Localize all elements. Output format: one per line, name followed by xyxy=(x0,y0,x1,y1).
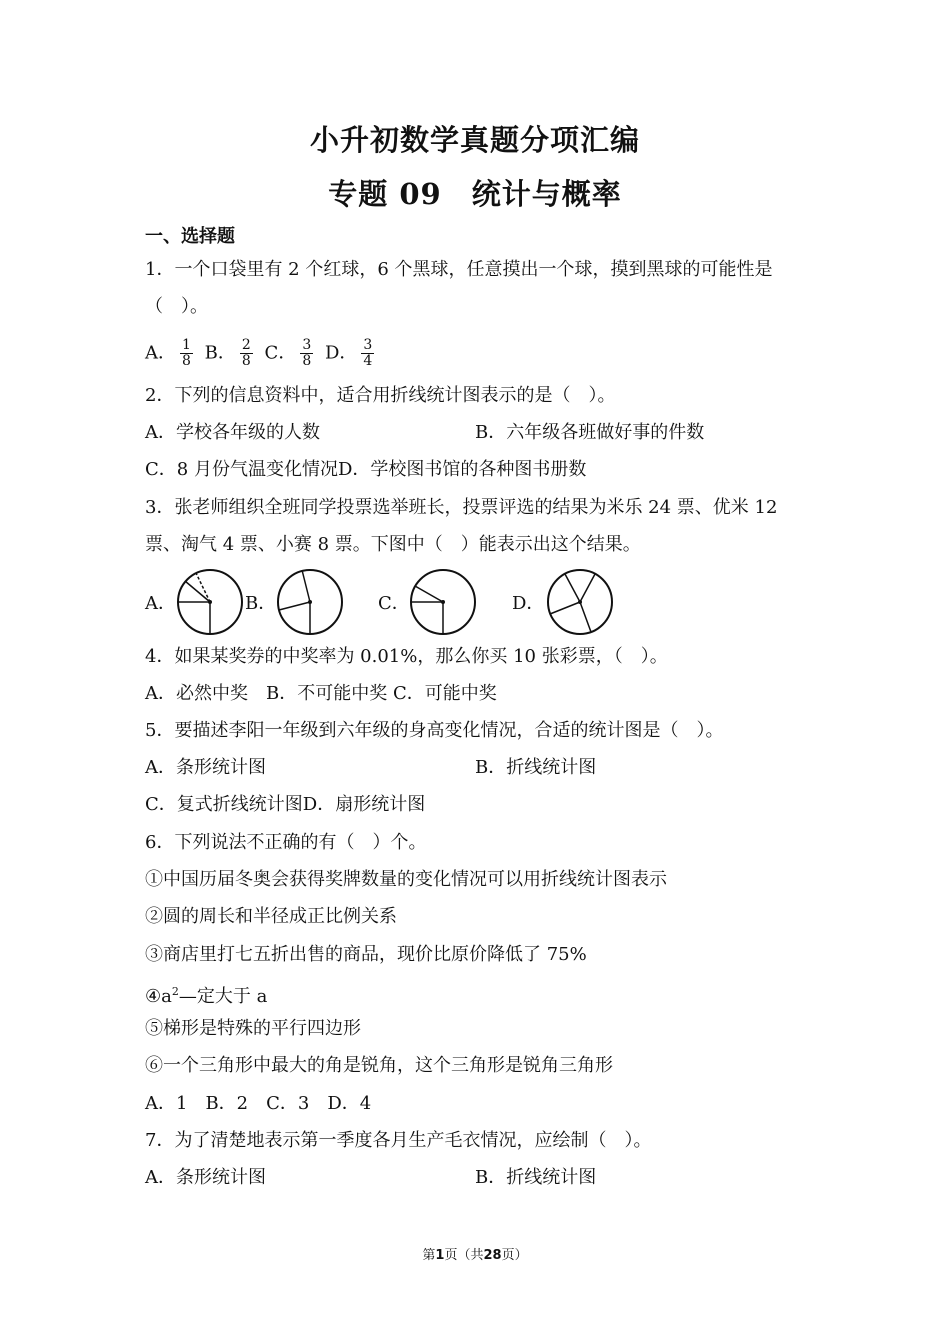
question-1-stem-cont: （ ）。 xyxy=(145,296,208,317)
question-7-option-b: B．折线统计图 xyxy=(475,1167,597,1188)
fraction-c: $\frac{3}{8}$ xyxy=(302,337,312,369)
question-2-option-b: B．六年级各班做好事的件数 xyxy=(475,422,705,443)
question-3-stem-cont: 票、淘气 4 票、小赛 8 票。下图中（ ）能表示出这个结果。 xyxy=(145,534,641,555)
question-2-option-a: A．学校各年级的人数 xyxy=(145,422,320,443)
pie-c-label: C． xyxy=(378,593,410,614)
question-5-option-b: B．折线统计图 xyxy=(475,757,597,778)
document-title: 小升初数学真题分项汇编 xyxy=(309,123,640,157)
question-6-item-2: ②圆的周长和半径成正比例关系 xyxy=(145,906,397,927)
question-6-item-3: ③商店里打七五折出售的商品，现价比原价降低了 75% xyxy=(145,944,587,965)
question-6-stem: 6．下列说法不正确的有（ ）个。 xyxy=(145,832,427,853)
question-1-stem: 1．一个口袋里有 2 个红球，6 个黑球，任意摸出一个球，摸到黑球的可能性是 xyxy=(145,259,773,280)
option-b-label: B． xyxy=(204,342,236,364)
question-5-stem: 5．要描述李阳一年级到六年级的身高变化情况，合适的统计图是（ ）。 xyxy=(145,720,724,741)
pie-a-label: A． xyxy=(145,593,176,614)
question-6-item-5: ⑤梯形是特殊的平行四边形 xyxy=(145,1018,361,1039)
question-2-option-cd: C．8 月份气温变化情况D．学校图书馆的各种图书册数 xyxy=(145,459,587,480)
question-7-option-a: A．条形统计图 xyxy=(145,1167,266,1188)
option-d-label: D． xyxy=(324,342,358,364)
question-3-stem: 3．张老师组织全班同学投票选举班长，投票评选的结果为米乐 24 票、优米 12 xyxy=(145,497,778,518)
question-6-options: A．1 B．2 C．3 D．4 xyxy=(145,1093,372,1114)
question-5-option-a: A．条形统计图 xyxy=(145,757,266,778)
option-a-label: A． xyxy=(145,342,176,364)
document-subtitle: 专题 09 统计与概率 xyxy=(328,177,622,211)
question-6-item-6: ⑥一个三角形中最大的角是锐角，这个三角形是锐角三角形 xyxy=(145,1055,613,1076)
question-6-item-4: $④a^2—$定大于 a xyxy=(145,985,268,1007)
question-4-stem: 4．如果某奖券的中奖率为 0.01%，那么你买 10 张彩票，（ ）。 xyxy=(145,646,668,667)
pie-chart-a xyxy=(175,567,245,637)
option-c-label: C． xyxy=(264,342,297,364)
pie-chart-d xyxy=(545,567,615,637)
pie-chart-c xyxy=(408,567,478,637)
fraction-d: $\frac{3}{4}$ xyxy=(363,337,373,369)
question-6-item-1: ①中国历届冬奥会获得奖牌数量的变化情况可以用折线统计图表示 xyxy=(145,869,667,890)
fraction-a: $\frac{1}{8}$ xyxy=(182,337,191,369)
fraction-b: $\frac{2}{8}$ xyxy=(241,337,251,369)
question-4-options: A．必然中奖 B．不可能中奖 C．可能中奖 xyxy=(145,683,497,704)
question-2-stem: 2．下列的信息资料中，适合用折线统计图表示的是（ ）。 xyxy=(145,385,616,406)
section-heading: 一、选择题 xyxy=(145,226,235,247)
page-footer: 第1页（共28页） xyxy=(422,1248,528,1263)
question-1-options xyxy=(145,338,380,369)
pie-b-label: B． xyxy=(245,593,277,614)
question-5-option-cd: C．复式折线统计图D．扇形统计图 xyxy=(145,794,426,815)
question-7-stem: 7．为了清楚地表示第一季度各月生产毛衣情况，应绘制（ ）。 xyxy=(145,1130,652,1151)
question-3-pie-options xyxy=(145,567,645,637)
pie-d-label: D． xyxy=(512,593,545,614)
pie-chart-b xyxy=(275,567,345,637)
